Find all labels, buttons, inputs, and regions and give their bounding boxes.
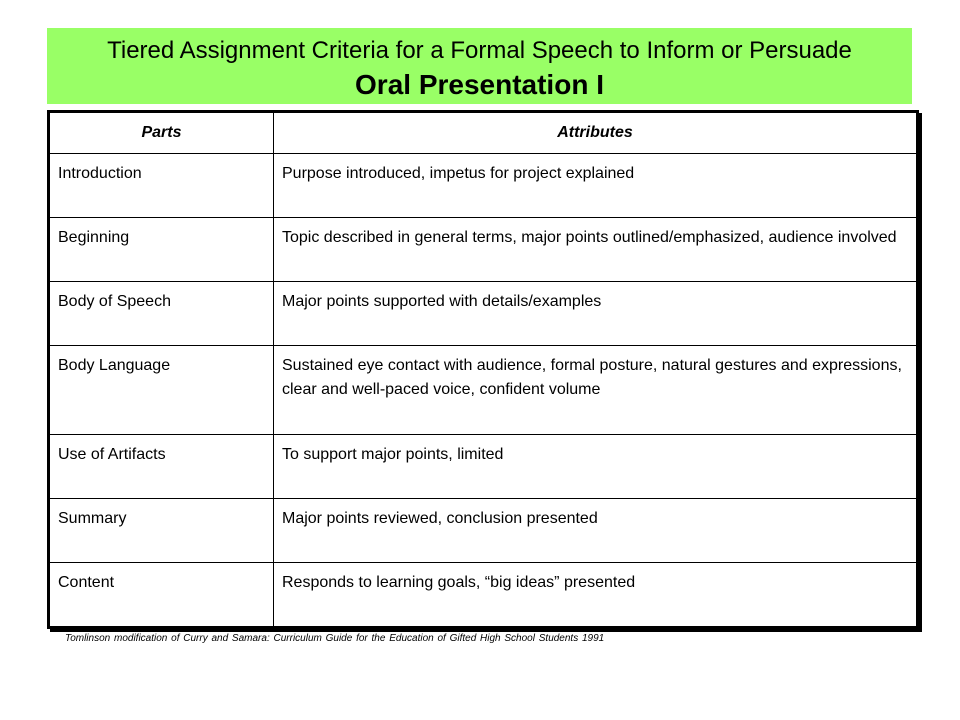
table-row: [49, 282, 918, 346]
attribute-cell: Sustained eye contact with audience, formal posture, natural gestures and expressions, clear and well-paced voice, confident volume: [274, 346, 918, 435]
table-row: [49, 563, 918, 628]
table-row: [49, 154, 918, 218]
attribute-cell: To support major points, limited: [274, 435, 918, 499]
table-header-row: [49, 112, 918, 154]
table-row: [49, 218, 918, 282]
attribute-cell: Major points reviewed, conclusion presented: [274, 499, 918, 563]
part-cell: Body of Speech: [49, 282, 274, 346]
title-banner: [47, 28, 912, 104]
part-cell: Use of Artifacts: [49, 435, 274, 499]
table-row: [49, 346, 918, 435]
part-cell: Beginning: [49, 218, 274, 282]
page-subtitle: Oral Presentation I: [355, 69, 604, 100]
criteria-table: [47, 110, 919, 629]
page-title: Tiered Assignment Criteria for a Formal Speech to Inform or Persuade: [107, 37, 852, 64]
table-row: [49, 435, 918, 499]
part-cell: Body Language: [49, 346, 274, 435]
part-cell: Introduction: [49, 154, 274, 218]
column-header-attributes: Attributes: [274, 112, 918, 154]
column-header-parts: Parts: [49, 112, 274, 154]
part-cell: Summary: [49, 499, 274, 563]
table-row: [49, 499, 918, 563]
part-cell: Content: [49, 563, 274, 628]
source-citation: Tomlinson modification of Curry and Samara: Curriculum Guide for the Education of Gifted High School Students 1991: [65, 633, 605, 644]
attribute-cell: Major points supported with details/examples: [274, 282, 918, 346]
attribute-cell: Topic described in general terms, major points outlined/emphasized, audience involved: [274, 218, 918, 282]
attribute-cell: Responds to learning goals, “big ideas” presented: [274, 563, 918, 628]
attribute-cell: Purpose introduced, impetus for project explained: [274, 154, 918, 218]
